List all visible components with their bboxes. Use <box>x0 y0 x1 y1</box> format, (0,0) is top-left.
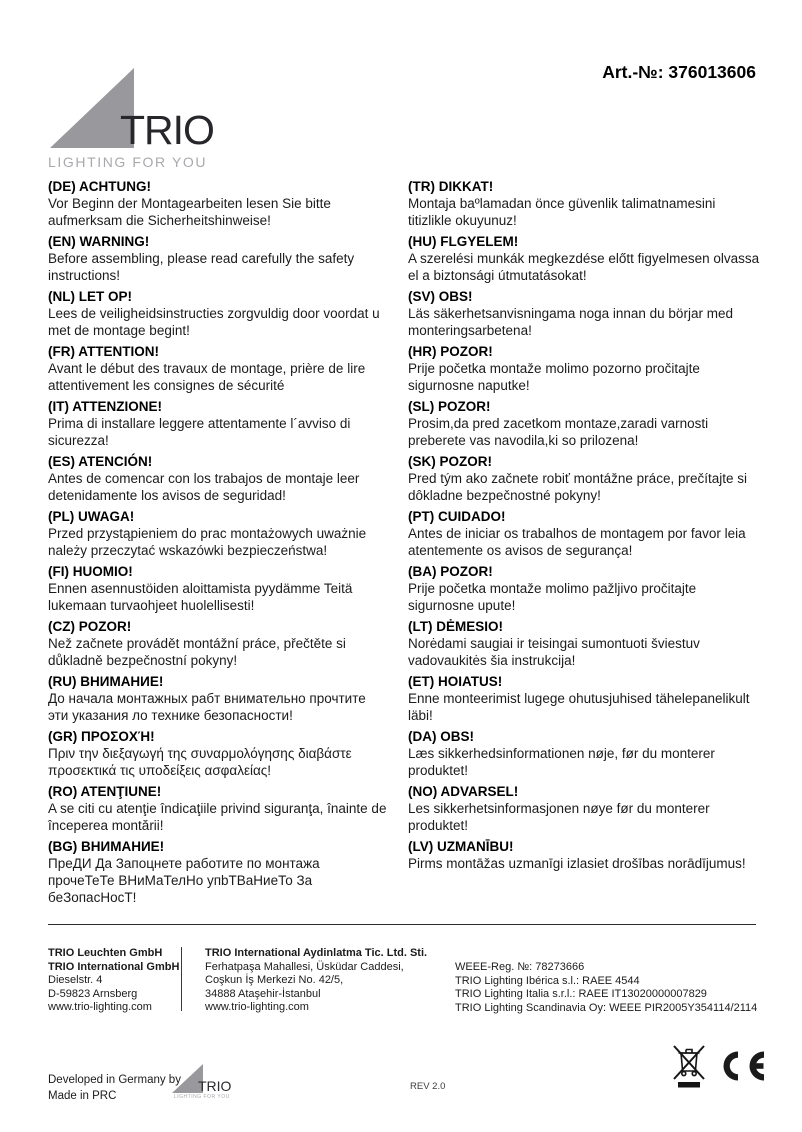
warning-title: (SK) POZOR! <box>408 454 492 469</box>
warning-block-gr <box>48 728 388 779</box>
warning-block-sv <box>408 288 760 339</box>
warning-title: (SL) POZOR! <box>408 399 491 414</box>
warning-title: (HR) POZOR! <box>408 344 493 359</box>
warning-title: (DE) ACHTUNG! <box>48 179 151 194</box>
address-line: D-59823 Arnsberg <box>48 987 138 1000</box>
warning-body: Prima di installare leggere attentamente l´avviso di sicurezza! <box>48 416 351 448</box>
warning-block-bg <box>48 838 388 906</box>
warning-title: (PL) UWAGA! <box>48 509 135 524</box>
warning-body: Πριν την διεξαγωγή της συναρμολόγησης διαβάστε προσεκτικά τις υποδείξεις ασφαλείας! <box>48 746 352 778</box>
warning-title: (NL) LET OP! <box>48 289 132 304</box>
warning-title: (RO) ATENŢIUNE! <box>48 784 162 799</box>
warning-block-cz <box>48 618 388 669</box>
trio-logo-wordmark: TRIO <box>198 1078 232 1094</box>
warning-block-ba <box>408 563 760 614</box>
warning-body: Antes de iniciar os trabalhos de montagem por favor leia atentemente os avisos de segurança! <box>408 526 746 558</box>
company-name: TRIO International GmbH <box>48 960 180 973</box>
warning-title: (NO) ADVARSEL! <box>408 784 519 799</box>
warning-title: (IT) ATTENZIONE! <box>48 399 162 414</box>
warning-block-sk <box>408 453 760 504</box>
warning-block-no <box>408 783 760 834</box>
warning-body: Enne monteerimist lugege ohutusjuhised tähelepanelikult läbi! <box>408 691 750 723</box>
warning-block-fi <box>48 563 388 614</box>
warning-title: (SV) OBS! <box>408 289 473 304</box>
trio-logo-tagline: LIGHTING FOR YOU <box>174 1094 230 1100</box>
warning-body: Prije početka montaže molimo pažljivo pročitajte sigurnosne upute! <box>408 581 697 613</box>
warning-block-pl <box>48 508 388 559</box>
warnings-grid <box>48 178 760 910</box>
warning-title: (ET) HOIATUS! <box>408 674 503 689</box>
weee-reg-line: TRIO Lighting Scandinavia Oy: WEEE PIR2005Y354114/2114 <box>455 1001 758 1014</box>
warning-block-da <box>408 728 760 779</box>
warning-body: Läs säkerhetsanvisningama noga innan du börjar med monteringsarbetena! <box>408 306 733 338</box>
warning-title: (CZ) POZOR! <box>48 619 132 634</box>
footer-company-germany <box>48 947 179 1015</box>
revision-label: REV 2.0 <box>410 1081 446 1092</box>
weee-reg-line: WEEE-Reg. №: 78273666 <box>455 961 585 973</box>
warning-block-et <box>408 673 760 724</box>
warning-body: Przed przystąpieniem do prac montażowych uważnie należy przeczytać wskazówki bezpieczeństwa! <box>48 526 367 558</box>
warning-title: (FR) ATTENTION! <box>48 344 159 359</box>
warning-title: (EN) WARNING! <box>48 234 150 249</box>
warning-title: (PT) CUIDADO! <box>408 509 506 524</box>
warning-body: Vor Beginn der Montagearbeiten lesen Sie bitte aufmerksam die Sicherheitshinweise! <box>48 196 331 228</box>
warning-title: (LT) DĖMESIO! <box>408 619 503 634</box>
warning-block-fr <box>48 343 388 394</box>
warning-title: (LV) UZMANĪBU! <box>408 839 514 854</box>
warning-block-pt <box>408 508 760 559</box>
warning-block-nl <box>48 288 388 339</box>
warning-body: Norėdami saugiai ir teisingai sumontuoti šviestuv vadovaukitės šia instrukcija! <box>408 636 700 668</box>
warning-body: До начала монтажных рабт внимательно прочтите эти указания ло технике безопасности! <box>48 691 366 723</box>
warning-title: (BA) POZOR! <box>408 564 493 579</box>
weee-crossed-bin-icon <box>668 1039 710 1091</box>
footer-vertical-divider <box>181 947 182 1011</box>
ce-mark-icon <box>714 1050 766 1082</box>
warning-block-es <box>48 453 388 504</box>
article-number: Art.-№: 376013606 <box>602 62 756 82</box>
warning-title: (BG) ВНИМАНИЕ! <box>48 839 165 854</box>
trio-logo-small <box>172 1062 252 1106</box>
warning-block-de <box>48 178 388 229</box>
warning-body: Læs sikkerhedsinformationen nøje, før du monterer produktet! <box>408 746 715 778</box>
warning-block-ro <box>48 783 388 834</box>
company-name: TRIO International Aydinlatma Tic. Ltd. Sti. <box>205 947 428 959</box>
address-line: 34888 Ataşehir-İstanbul <box>205 987 321 1000</box>
warning-body: Avant le début des travaux de montage, prière de lire attentivement les consignes de sécurité <box>48 361 366 393</box>
warning-block-sl <box>408 398 760 449</box>
warning-body: Než začnete provádět montážní práce, přečtěte si důkladně bezpečnostní pokyny! <box>48 636 346 668</box>
warning-block-en <box>48 233 388 284</box>
warning-block-hr <box>408 343 760 394</box>
footer-company-turkey <box>205 947 427 1015</box>
warning-title: (GR) ΠΡΟΣΟΧΉ! <box>48 729 155 744</box>
warning-block-lt <box>408 618 760 669</box>
trio-logo-tagline: LIGHTING FOR YOU <box>48 154 208 170</box>
warning-body: Pred tým ako začnete robiť montážne práce, prečítajte si dôkladne bezpečnostné pokyny! <box>408 471 747 503</box>
warning-body: Ennen asennustöiden aloittamista pyydämme Teitä lukemaan turvaohjeet huolellisesti! <box>48 581 353 613</box>
warning-body: Montaja baºlamadan önce güvenlik talimatnamesini titizlikle okuyunuz! <box>408 196 716 228</box>
trio-logo-wordmark: TRIO <box>120 107 214 153</box>
warning-body: Prije početka montaže molimo pozorno pročitajte sigurnosne naputke! <box>408 361 700 393</box>
warning-block-lv <box>408 838 760 872</box>
website-url: www.trio-lighting.com <box>48 1001 152 1013</box>
warning-body: ПреДИ Да Запоцнете работите по монтажа прочеТеТе ВНиМаТелНо упbТВаНиеТо За беЗопасНосТ! <box>48 856 320 905</box>
warning-body: A se citi cu atenţie îndicaţiile privind siguranţa, înainte de începerea montării! <box>48 801 387 833</box>
weee-reg-line: TRIO Lighting Italia s.r.l.: RAEE IT13020000007829 <box>455 988 707 1000</box>
warning-title: (FI) HUOMIO! <box>48 564 133 579</box>
warning-title: (TR) DIKKAT! <box>408 179 494 194</box>
warning-title: (ES) ATENCIÓN! <box>48 454 153 469</box>
weee-reg-line: TRIO Lighting Ibérica s.l.: RAEE 4544 <box>455 974 640 987</box>
warning-body: A szerelési munkák megkezdése előtt figyelmesen olvassa el a biztonsági útmutatásokat! <box>408 251 760 283</box>
developed-line: Made in PRC <box>48 1090 117 1102</box>
address-line: Dieselstr. 4 <box>48 974 103 986</box>
developed-line: Developed in Germany by <box>48 1074 181 1086</box>
warning-title: (RU) ВНИМАНИЕ! <box>48 674 164 689</box>
warning-body: Antes de comencar con los trabajos de montaje leer detenidamente los avisos de seguridad! <box>48 471 360 503</box>
warning-body: Prosim,da pred zacetkom montaze,zaradi varnosti preberete vas navodila,ki so prilozena! <box>408 416 709 448</box>
footer-registrations <box>455 961 757 1015</box>
warning-block-ru <box>48 673 388 724</box>
warning-body: Pirms montāžas uzmanīgi izlasiet drošības norādījumus! <box>408 856 746 871</box>
address-line: Ferhatpaşa Mahallesi, Üsküdar Caddesi, <box>205 960 404 973</box>
warning-body: Les sikkerhetsinformasjonen nøye før du monterer produktet! <box>408 801 710 833</box>
address-line: Coşkun İş Merkezi No. 42/5, <box>205 974 344 986</box>
warning-body: Lees de veiligheidsinstructies zorgvuldig door voordat u met de montage begint! <box>48 306 380 338</box>
warning-block-tr <box>408 178 760 229</box>
website-url: www.trio-lighting.com <box>205 1001 309 1013</box>
trio-logo <box>48 66 268 174</box>
warning-title: (HU) FLGYELEM! <box>408 234 519 249</box>
footer-divider-line <box>48 924 756 925</box>
developed-in-note <box>48 1072 181 1104</box>
warning-block-it <box>48 398 388 449</box>
warning-body: Before assembling, please read carefully the safety instructions! <box>48 251 355 283</box>
warning-title: (DA) OBS! <box>408 729 474 744</box>
warning-block-hu <box>408 233 760 284</box>
warnings-column-right <box>408 178 760 910</box>
company-name: TRIO Leuchten GmbH <box>48 947 163 959</box>
warnings-column-left <box>48 178 388 910</box>
